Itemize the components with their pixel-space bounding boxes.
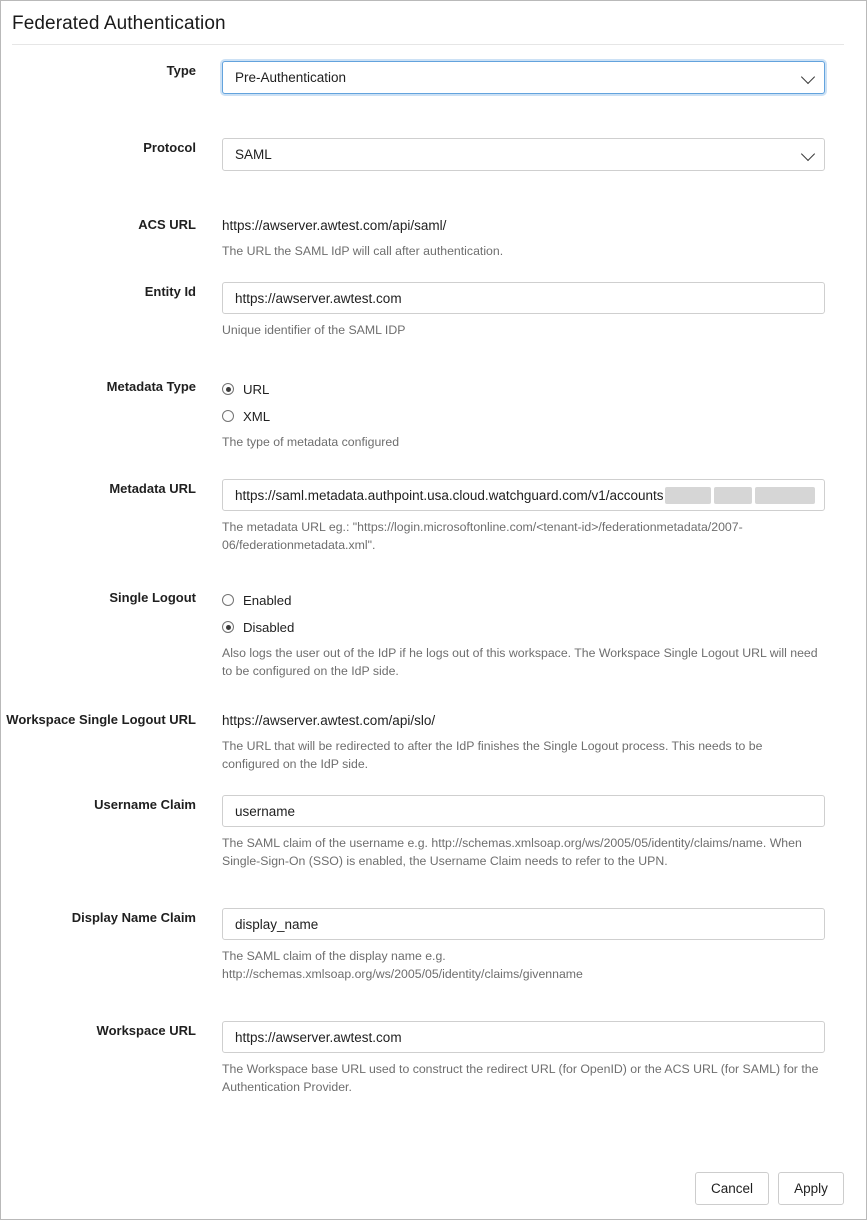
workspace-single-logout-url-help: The URL that will be redirected to after the IdP finishes the Single Logout process. This needs to be configured on the IdP side. xyxy=(222,739,763,771)
entity-id-help: Unique identifier of the SAML IDP xyxy=(222,323,406,337)
display-name-claim-help-line-1: The SAML claim of the display name e.g. xyxy=(222,949,446,963)
workspace-single-logout-url-value: https://awserver.awtest.com/api/slo/ xyxy=(222,713,436,728)
radio-unselected-icon xyxy=(222,594,234,606)
radio-selected-icon xyxy=(222,383,234,395)
spacer xyxy=(1,773,866,795)
entity-id-input[interactable] xyxy=(222,282,825,314)
metadata-type-option-xml[interactable] xyxy=(222,405,844,427)
acs-url-label: ACS URL xyxy=(138,217,196,232)
display-name-claim-input[interactable] xyxy=(222,908,825,940)
spacer xyxy=(1,94,866,138)
metadata-type-radio-group xyxy=(222,377,844,427)
metadata-type-label: Metadata Type xyxy=(106,379,196,394)
page-title: Federated Authentication xyxy=(12,13,226,34)
single-logout-help: Also logs the user out of the IdP if he logs out of this workspace. The Workspace Single Logout URL will need to be configured on the IdP side. xyxy=(222,646,818,678)
spacer xyxy=(1,260,866,282)
form-row-entity-id xyxy=(1,282,866,339)
federated-authentication-form xyxy=(1,45,866,1096)
display-name-claim-help xyxy=(222,947,822,983)
form-actions xyxy=(695,1172,844,1205)
redaction-blocks xyxy=(665,487,815,504)
single-logout-option-enabled-label: Enabled xyxy=(243,592,292,608)
chevron-down-icon xyxy=(801,69,815,83)
form-row-workspace-single-logout-url xyxy=(1,710,866,773)
form-row-display-name-claim xyxy=(1,908,866,983)
type-select-value: Pre-Authentication xyxy=(235,70,347,85)
single-logout-radio-group xyxy=(222,588,844,638)
form-row-type xyxy=(1,61,866,94)
metadata-type-option-url-label: URL xyxy=(243,381,270,397)
display-name-claim-help-line-2: http://schemas.xmlsoap.org/ws/2005/05/identity/claims/givenname xyxy=(222,967,583,981)
spacer xyxy=(1,680,866,710)
form-row-username-claim xyxy=(1,795,866,870)
form-row-workspace-url xyxy=(1,1021,866,1096)
form-row-metadata-url xyxy=(1,479,866,554)
acs-url-value: https://awserver.awtest.com/api/saml/ xyxy=(222,218,447,233)
display-name-claim-value: display_name xyxy=(235,916,319,932)
cancel-button[interactable]: Cancel xyxy=(695,1172,769,1205)
apply-button[interactable]: Apply xyxy=(778,1172,844,1205)
username-claim-input[interactable] xyxy=(222,795,825,827)
form-row-metadata-type xyxy=(1,377,866,451)
metadata-url-input[interactable] xyxy=(222,479,825,511)
radio-unselected-icon xyxy=(222,410,234,422)
workspace-single-logout-url-label: Workspace Single Logout URL xyxy=(6,712,196,727)
spacer xyxy=(1,171,866,215)
username-claim-help: The SAML claim of the username e.g. http://schemas.xmlsoap.org/ws/2005/05/identity/claims/name. When Single-Sign-On (SSO) is enabled, the Username Claim needs to refer to the UPN. xyxy=(222,836,802,868)
spacer xyxy=(1,983,866,1021)
workspace-url-label: Workspace URL xyxy=(96,1023,196,1038)
acs-url-help: The URL the SAML IdP will call after authentication. xyxy=(222,244,504,258)
metadata-url-help: The metadata URL eg.: "https://login.microsoftonline.com/<tenant-id>/federationmetadata/2007-06/federationmetadata.xml". xyxy=(222,520,743,552)
metadata-url-value: https://saml.metadata.authpoint.usa.cloud.watchguard.com/v1/accounts xyxy=(235,487,664,503)
spacer xyxy=(1,339,866,377)
single-logout-option-enabled[interactable] xyxy=(222,589,844,611)
protocol-label: Protocol xyxy=(143,140,196,155)
metadata-type-option-url[interactable] xyxy=(222,378,844,400)
spacer xyxy=(1,554,866,588)
spacer xyxy=(1,451,866,479)
protocol-select[interactable] xyxy=(222,138,825,171)
workspace-url-input[interactable] xyxy=(222,1021,825,1053)
protocol-select-value: SAML xyxy=(235,147,272,162)
username-claim-value: username xyxy=(235,803,296,819)
single-logout-label: Single Logout xyxy=(109,590,196,605)
form-row-single-logout xyxy=(1,588,866,680)
workspace-url-value: https://awserver.awtest.com xyxy=(235,1029,402,1045)
type-label: Type xyxy=(166,63,196,78)
username-claim-label: Username Claim xyxy=(94,797,196,812)
entity-id-label: Entity Id xyxy=(144,284,196,299)
radio-selected-icon xyxy=(222,621,234,633)
single-logout-option-disabled[interactable] xyxy=(222,616,844,638)
metadata-url-label: Metadata URL xyxy=(109,481,196,496)
spacer xyxy=(1,870,866,908)
metadata-type-option-xml-label: XML xyxy=(243,408,271,424)
form-row-protocol xyxy=(1,138,866,171)
display-name-claim-label: Display Name Claim xyxy=(71,910,196,925)
metadata-type-help: The type of metadata configured xyxy=(222,435,400,449)
entity-id-value: https://awserver.awtest.com xyxy=(235,290,402,306)
form-row-acs-url xyxy=(1,215,866,260)
chevron-down-icon xyxy=(801,146,815,160)
single-logout-option-disabled-label: Disabled xyxy=(243,619,295,635)
workspace-url-help: The Workspace base URL used to construct the redirect URL (for OpenID) or the ACS URL (for SAML) for the Authentication Provider. xyxy=(222,1062,819,1094)
type-select[interactable] xyxy=(222,61,825,94)
